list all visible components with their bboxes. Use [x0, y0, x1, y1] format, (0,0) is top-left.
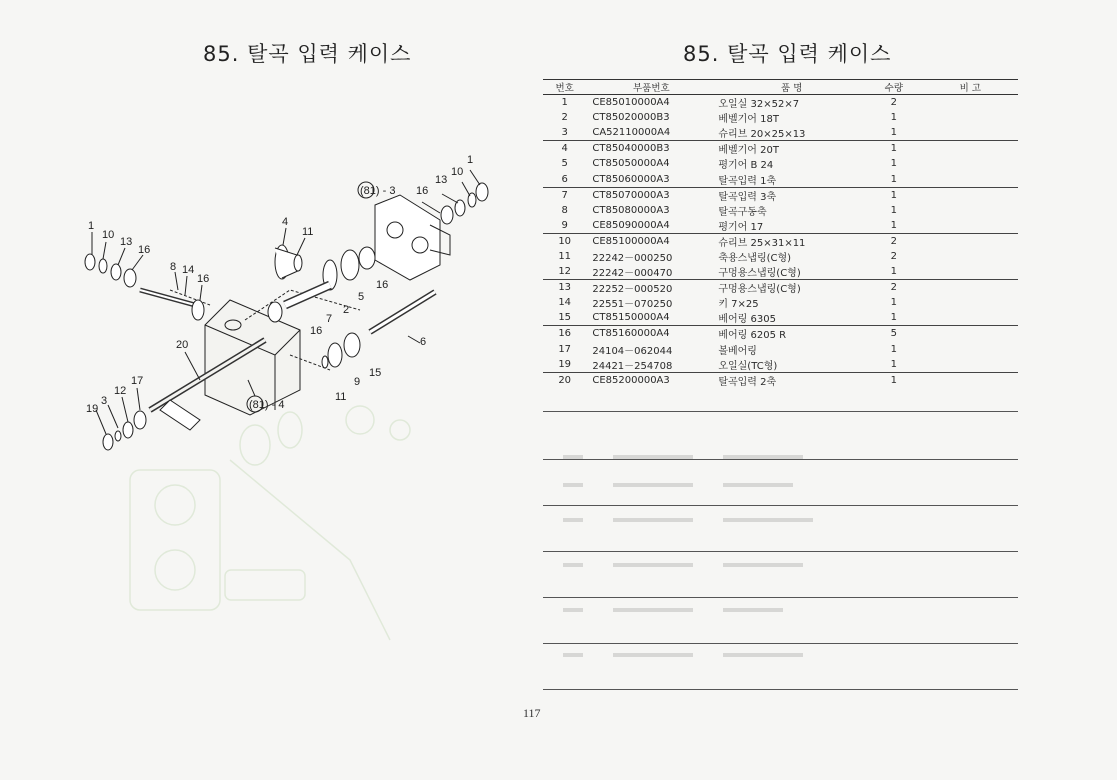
ref-tag-81-4: (81) - 4	[249, 399, 285, 411]
cell-no: 19	[543, 357, 586, 373]
page-number: 117	[523, 706, 541, 720]
cell-name: 베어링 6205 R	[718, 330, 787, 342]
callout-16c: 16	[376, 279, 389, 291]
cell-name: 슈리브 25×31×11	[718, 237, 806, 249]
callout-4: 4	[282, 216, 289, 228]
cell-note	[923, 342, 1018, 357]
cell-name: 키 7×25	[718, 299, 759, 311]
cell-part-no: 24421－254708	[586, 357, 710, 373]
table-row	[543, 125, 1018, 141]
cell-no: 20	[558, 374, 572, 386]
callout-16e: 16	[416, 185, 429, 197]
cell-note	[923, 203, 1018, 218]
callout-14: 14	[182, 264, 195, 276]
header-note: 비 고	[923, 80, 1018, 95]
cell-no: 2	[561, 112, 568, 124]
table-row	[543, 141, 1018, 157]
cell-note	[923, 249, 1018, 264]
cell-part-no: 22252－000520	[592, 284, 673, 296]
cell-part-no: CT85080000A3	[592, 204, 670, 216]
cell-no: 13	[558, 282, 572, 294]
table-header-row	[543, 80, 1018, 95]
cell-name: 베어링 6305	[710, 310, 865, 326]
header-qty: 수량	[865, 80, 922, 95]
cell-no: 5	[561, 158, 568, 170]
cell-no: 11	[558, 250, 572, 262]
cell-note	[923, 187, 1018, 203]
cell-part-no: 22551－070250	[592, 299, 673, 311]
cell-part-no: CT85150000A4	[586, 310, 710, 326]
cell-name: 평기어 B 24	[718, 160, 774, 172]
parts-table-body	[543, 95, 1018, 388]
table-row	[543, 310, 1018, 326]
cell-note	[923, 310, 1018, 326]
empty-row-rule	[543, 411, 1018, 412]
cell-qty: 1	[890, 189, 898, 201]
cell-note	[923, 326, 1018, 342]
callout-16: 16	[138, 244, 151, 256]
callout-16b: 16	[197, 273, 210, 285]
cell-no: 6	[543, 171, 586, 187]
cell-note	[923, 233, 1018, 249]
cell-part-no: CE85200000A3	[592, 374, 670, 386]
cell-no: 7	[561, 189, 568, 201]
callout-6: 6	[420, 336, 427, 348]
cell-name: 구멍용스냅링(C형)	[718, 284, 801, 296]
header-name: 품 명	[710, 80, 865, 95]
callout-20: 20	[176, 339, 189, 351]
cell-qty: 1	[890, 374, 898, 386]
callout-3: 3	[101, 395, 108, 407]
callout-10b: 10	[451, 166, 464, 178]
callout-5: 5	[358, 291, 365, 303]
cell-note	[923, 156, 1018, 171]
callout-2: 2	[343, 304, 350, 316]
table-row	[543, 203, 1018, 218]
cell-qty: 1	[865, 310, 922, 326]
callout-19: 19	[86, 403, 99, 415]
callout-7: 7	[326, 313, 333, 325]
cell-name: 볼베어링	[718, 345, 757, 357]
cell-note	[923, 125, 1018, 141]
cell-qty: 1	[890, 112, 898, 124]
cell-qty: 1	[865, 218, 922, 234]
cell-no: 4	[561, 143, 568, 155]
table-row	[543, 171, 1018, 187]
empty-row-rule	[543, 689, 1018, 690]
callout-16d: 16	[310, 325, 323, 337]
cell-name: 슈리브 20×25×13	[710, 125, 865, 141]
callout-17: 17	[131, 375, 144, 387]
empty-row-rule	[543, 459, 1018, 460]
cell-part-no: CT85070000A3	[592, 189, 670, 201]
callout-10: 10	[102, 229, 115, 241]
cell-name: 오일실(TC형)	[710, 357, 865, 373]
cell-no: 14	[558, 297, 572, 309]
table-row	[543, 295, 1018, 310]
empty-row-rule	[543, 505, 1018, 506]
callout-8: 8	[170, 261, 177, 273]
cell-note	[923, 372, 1018, 388]
callout-12: 12	[114, 385, 127, 397]
cell-name: 축용스냅링(C형)	[718, 252, 792, 264]
cell-part-no: 22242－000250	[592, 252, 673, 264]
parts-table	[543, 79, 1018, 388]
table-row	[543, 249, 1018, 264]
table-row	[543, 156, 1018, 171]
table-row	[543, 264, 1018, 280]
cell-note	[923, 218, 1018, 234]
cell-qty: 1	[865, 171, 922, 187]
exploded-parts-diagram	[0, 0, 525, 470]
empty-row-rule	[543, 597, 1018, 598]
cell-note	[923, 110, 1018, 125]
cell-part-no: CT85040000B3	[592, 143, 670, 155]
table-row	[543, 187, 1018, 203]
cell-note	[923, 141, 1018, 157]
table-row	[543, 233, 1018, 249]
left-page	[0, 0, 525, 780]
cell-note	[923, 264, 1018, 280]
show-through-text	[543, 445, 1018, 690]
cell-qty: 1	[865, 125, 922, 141]
cell-note	[923, 280, 1018, 296]
callout-13b: 13	[435, 174, 448, 186]
header-part-no: 부품번호	[586, 80, 710, 95]
callout-11b: 11	[335, 391, 347, 403]
cell-part-no: CT85060000A3	[586, 171, 710, 187]
table-row	[543, 326, 1018, 342]
cell-no: 10	[558, 235, 572, 247]
cell-part-no: CA52110000A4	[586, 125, 710, 141]
table-row	[543, 357, 1018, 373]
cell-qty: 1	[890, 343, 898, 355]
cell-name: 오일실 32×52×7	[718, 99, 800, 111]
cell-part-no: 22242－000470	[586, 264, 710, 280]
callout-13: 13	[120, 236, 133, 248]
right-page	[525, 0, 1117, 780]
table-row	[543, 342, 1018, 357]
ref-tag-81-3: (81) - 3	[360, 185, 396, 197]
cell-qty: 1	[865, 264, 922, 280]
empty-row-rule	[543, 643, 1018, 644]
cell-no: 12	[543, 264, 586, 280]
cell-no: 17	[558, 343, 572, 355]
cell-name: 탈곡입력 1축	[710, 171, 865, 187]
cell-part-no: CE85010000A4	[592, 97, 670, 109]
callout-1: 1	[88, 220, 95, 232]
cell-part-no: CE85100000A4	[592, 235, 670, 247]
cell-no: 8	[561, 204, 568, 216]
table-row	[543, 218, 1018, 234]
cell-part-no: CT85160000A4	[592, 328, 670, 340]
cell-note	[923, 171, 1018, 187]
cell-part-no: CT85050000A4	[592, 158, 670, 170]
callout-15: 15	[369, 367, 382, 379]
cell-part-no: CT85020000B3	[592, 112, 670, 124]
header-no: 번호	[543, 80, 586, 95]
cell-part-no: CE85090000A4	[586, 218, 710, 234]
cell-no: 9	[543, 218, 586, 234]
cell-name: 베벨기어 18T	[718, 114, 779, 126]
cell-name: 탈곡입력 2축	[718, 376, 777, 388]
cell-qty: 2	[890, 250, 898, 262]
cell-note	[923, 295, 1018, 310]
table-row	[543, 280, 1018, 296]
callout-11: 11	[302, 226, 314, 238]
cell-qty: 2	[890, 235, 898, 247]
cell-note	[923, 357, 1018, 373]
cell-no: 1	[561, 97, 568, 109]
cell-qty: 2	[890, 97, 898, 109]
cell-qty: 1	[890, 143, 898, 155]
cell-no: 3	[543, 125, 586, 141]
left-page-title: 85. 탈곡 입력 케이스	[203, 42, 412, 66]
cell-part-no: 24104－062044	[592, 345, 673, 357]
cell-qty: 1	[890, 297, 898, 309]
cell-name: 구멍용스냅링(C형)	[710, 264, 865, 280]
empty-row-rule	[543, 551, 1018, 552]
cell-qty: 2	[890, 282, 898, 294]
cell-qty: 5	[890, 328, 898, 340]
table-row	[543, 95, 1018, 111]
cell-name: 탈곡구동축	[718, 206, 767, 218]
cell-name: 탈곡입력 3축	[718, 191, 777, 203]
cell-note	[923, 95, 1018, 111]
cell-name: 평기어 17	[710, 218, 865, 234]
callout-9: 9	[354, 376, 361, 388]
cell-no: 15	[543, 310, 586, 326]
cell-name: 베벨기어 20T	[718, 145, 779, 157]
cell-qty: 1	[890, 158, 898, 170]
cell-qty: 1	[890, 204, 898, 216]
table-row	[543, 372, 1018, 388]
table-row	[543, 110, 1018, 125]
right-page-title: 85. 탈곡 입력 케이스	[683, 42, 892, 66]
cell-no: 16	[558, 328, 572, 340]
callout-1b: 1	[467, 154, 474, 166]
cell-qty: 1	[865, 357, 922, 373]
